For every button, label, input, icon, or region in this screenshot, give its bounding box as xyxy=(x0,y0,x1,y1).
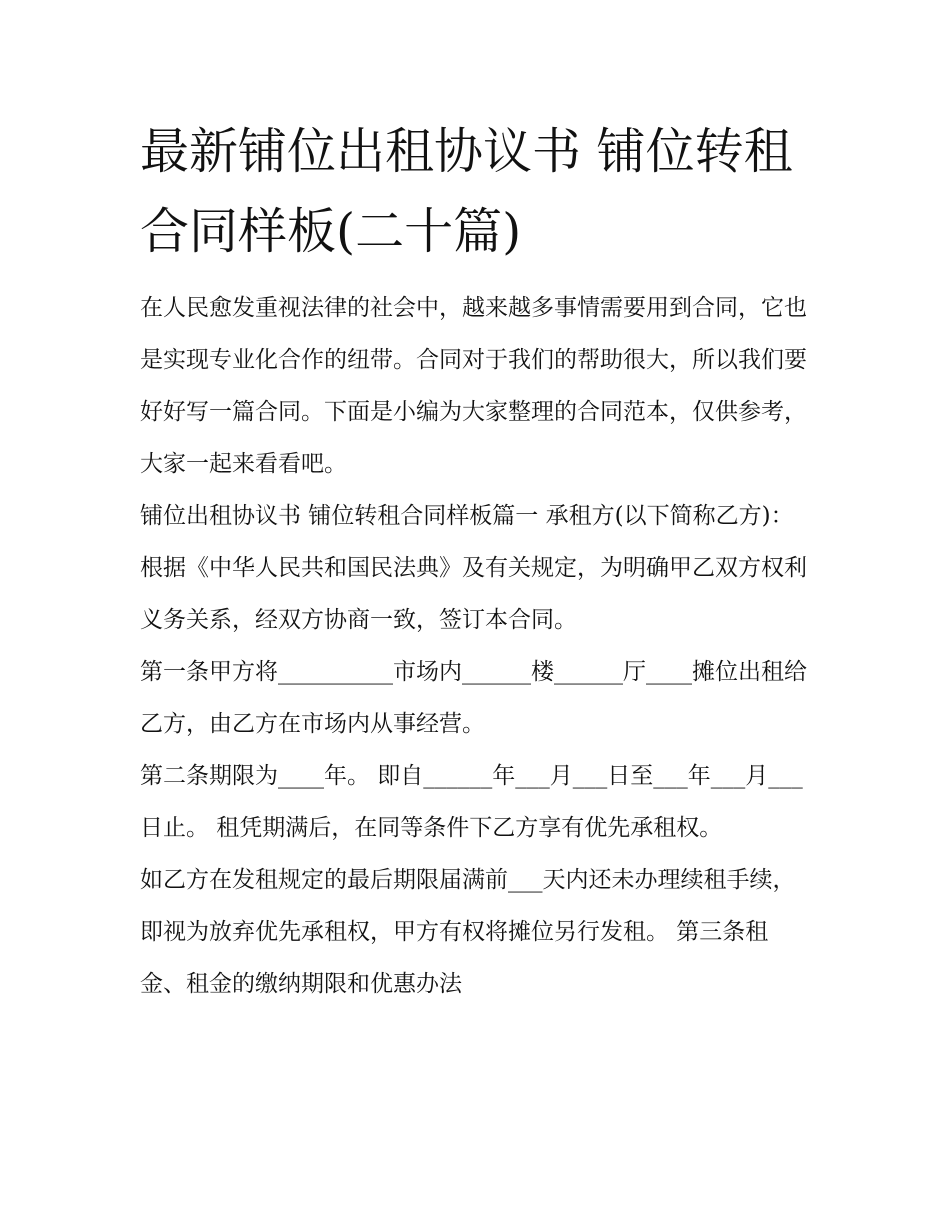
section-heading-paragraph: 铺位出租协议书 铺位转租合同样板篇一 承租方(以下简称乙方)： xyxy=(140,503,794,529)
article-2-paragraph: 第二条期限为____年。 即自______年___月___日至___年___月___日止。 租凭期满后，在同等条件下乙方享有优先承租权。 xyxy=(140,763,803,841)
renewal-paragraph: 如乙方在发租规定的最后期限届满前___天内还未办理续租手续，即视为放弃优先承租权，甲方有权将摊位另行发租。 第三条租金、租金的缴纳期限和优惠办法 xyxy=(140,867,796,997)
legal-basis-paragraph: 根据《中华人民共和国民法典》及有关规定，为明确甲乙双方权利义务关系，经双方协商一致，签订本合同。 xyxy=(140,555,807,633)
intro-paragraph: 在人民愈发重视法律的社会中，越来越多事情需要用到合同，它也是实现专业化合作的纽带。合同对于我们的帮助很大，所以我们要好好写一篇合同。下面是小编为大家整理的合同范本，仅供参考，大家一起来看看吧。 xyxy=(140,295,807,477)
title-line-1: 最新铺位出租协议书 铺位转租 xyxy=(140,123,793,180)
document-page xyxy=(140,112,812,1010)
article-1-paragraph: 第一条甲方将__________市场内______楼______厅____摊位出租给乙方，由乙方在市场内从事经营。 xyxy=(140,659,807,737)
document-title xyxy=(140,112,812,272)
title-line-2: 合同样板(二十篇) xyxy=(140,203,522,260)
